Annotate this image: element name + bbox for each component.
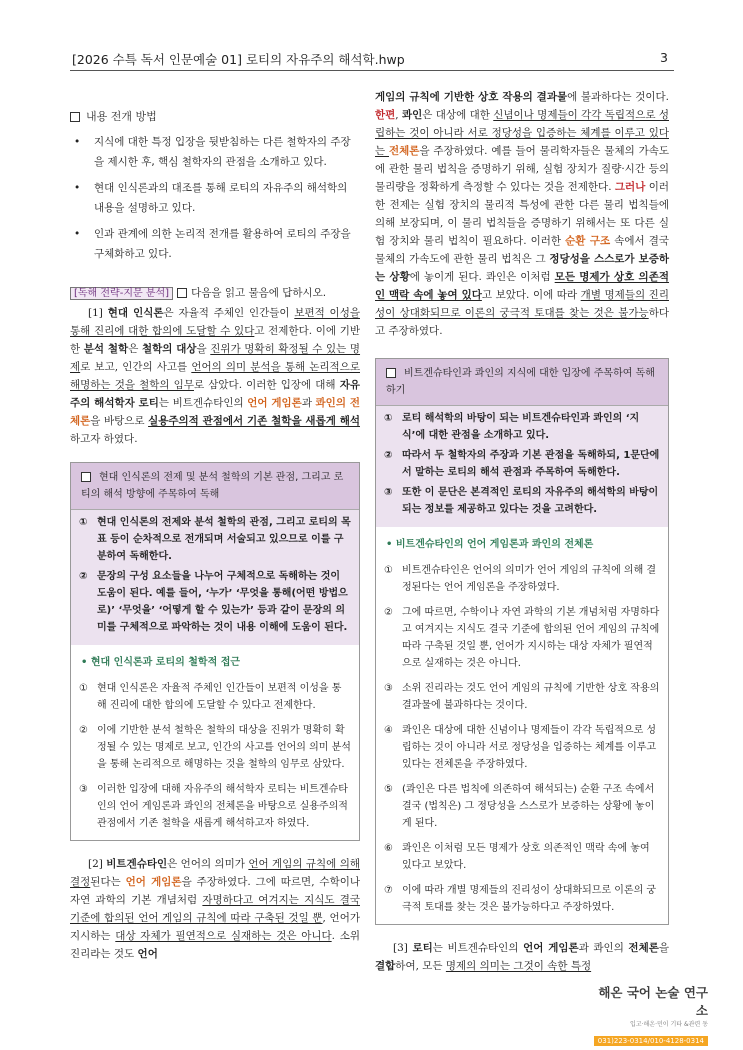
left-column: [70, 80, 360, 963]
paragraph-2-continued: 게임의 규칙에 기반한 상호 작용의 결과물에 불과하다는 것이다. 한편, 콰인은 대상에 대한 신념이나 명제들이 각각 독립적으로 성립하는 것이 아니라 서로 정당성을 입증하는 체계를 이루고 있다는 전체론을 주장하였다. 예를 들어 물리학자들은 물체의 가속도에 관한 물리 법칙을 증명하기 위해, 실험 장치가 질량·시간 등의 물리량을 정확하게 측정할 수 있다는 것을 전제한다. 그러나 이러한 전제는 실험 장치의 물리적 특성에 관한 다른 물리 법칙들에 의해 보장되며, 이 물리 법칙들을 증명하기 위해서는 또 다른 실험 장치와 물리 법칙이 필요하다. 이러한 순환 구조 속에서 결국 물체의 가속도에 관한 물리 법칙은 그 정당성을 스스로가 보증하는 상황에 놓이게 된다. 콰인은 이처럼 모든 명제가 상호 의존적인 맥락 속에 놓여 있다고 보았다. 이에 따라 개별 명제들의 진리성이 상대화되므로 이론의 궁극적 토대를 찾는 것은 불가능하다고 주장하였다.: [375, 91, 670, 337]
page-number: 3: [660, 50, 668, 65]
panel-items: [71, 680, 359, 840]
list-item: ① 현대 인식론은 자율적 주체인 인간들이 보편적 이성을 통해 진리에 대한 합의에 도달할 수 있다고 전제한다.: [79, 683, 342, 711]
panel-subheading: • 비트겐슈타인의 언어 게임론과 콰인의 전체론: [376, 527, 668, 554]
list-item: ③ 소위 진리라는 것도 언어 게임의 규칙에 기반한 상호 작용의 결과물에 불과하다는 것이다.: [384, 683, 660, 711]
list-item: ① 비트겐슈타인은 언어의 의미가 언어 게임의 규칙에 의해 결정된다는 언어 게임론을 주장하였다.: [384, 565, 657, 593]
step-item: ① 로티 해석학의 바탕이 되는 비트겐슈타인과 콰인의 ‘지식’에 대한 관점을 소개하고 있다.: [384, 413, 640, 441]
list-item: ⑥ 콰인은 이처럼 모든 명제가 상호 의존적인 맥락 속에 놓여 있다고 보았다.: [384, 843, 650, 871]
step-item: ① 현대 인식론의 전제와 분석 철학의 관점, 그리고 로티의 목표 등이 순차적으로 전개되며 서술되고 있으므로 이를 구분하여 독해한다.: [79, 517, 351, 562]
paragraph-3: [3] 로티는 비트겐슈타인의 언어 게임론과 콰인의 전체론을 결합하여, 모든 명제의 의미는 그것이 속한 특정: [375, 942, 670, 972]
panel-subheading: • 현대 인식론과 로티의 철학적 접근: [71, 645, 359, 672]
document-title: [2026 수특 독서 인문예술 01] 로티의 자유주의 해석학.hwp: [72, 52, 405, 67]
publisher-subtext: 입고·해온·민이 기타 &관련 동: [630, 1021, 708, 1028]
outline-bullet: • 인과 관계에 의한 논리적 전개를 활용하여 로티의 주장을 구체화하고 있다.: [70, 224, 360, 264]
panel-items: [376, 562, 668, 924]
outline-bullet: • 지식에 대한 특정 입장을 뒷받침하는 다른 철학자의 주장을 제시한 후, 핵심 철학자의 관점을 소개하고 있다.: [70, 132, 360, 172]
publisher-logo: 해온 국어 논술 연구소: [598, 985, 708, 1018]
checkbox-icon: [70, 112, 80, 122]
panel-heading: 현대 인식론의 전제 및 분석 철학의 기본 관점, 그리고 로티의 해석 방향에 주목하여 독해: [71, 463, 359, 510]
list-item: ③ 이러한 입장에 대해 자유주의 해석학자 로티는 비트겐슈타인의 언어 게임론과 콰인의 전체론을 바탕으로 실용주의적 관점에서 기존 철학을 새롭게 해석하고자 하였다.: [79, 784, 348, 829]
analysis-panel-2: [375, 358, 669, 925]
list-item: ② 이에 기반한 분석 철학은 철학의 대상을 진위가 명확히 확정될 수 있는 명제로 보고, 인간의 사고를 언어의 의미 분석을 통해 논리적으로 해명하는 것을 철학의 임무로 삼았다.: [79, 725, 351, 770]
checkbox-icon: [177, 288, 187, 298]
page-header: [70, 50, 674, 71]
strategy-tag: [독해 전략-지문 분석]: [70, 287, 173, 300]
step-item: ② 문장의 구성 요소들을 나누어 구체적으로 독해하는 것이 도움이 된다. 예를 들어, ‘누가’ ‘무엇을 통해(어떤 방법으로)’ ‘무엇을’ ‘어떻게 할 수 있는가’ 등과 같이 문장의 의미를 구체적으로 파악하는 것이 내용 이해에 도움이 된다.: [79, 571, 348, 633]
outline-bullet: • 현대 인식론과의 대조를 통해 로티의 자유주의 해석학의 내용을 설명하고 있다.: [70, 178, 360, 218]
outline-list: [70, 132, 360, 264]
list-item: ⑤ (콰인은 다른 법칙에 의존하여 해석되는) 순환 구조 속에서 결국 (법칙은) 그 정당성을 스스로가 보증하는 상황에 놓이게 된다.: [384, 784, 655, 829]
strategy-instruction: 다음을 읽고 물음에 답하시오.: [191, 287, 327, 299]
panel-steps: [376, 406, 668, 527]
step-item: ③ 또한 이 문단은 본격적인 로티의 자유주의 해석학의 바탕이 되는 정보를 제공하고 있다는 것을 고려한다.: [384, 487, 659, 515]
step-item: ② 따라서 두 철학자의 주장과 기본 관점을 독해하되, 1문단에서 말하는 로티의 해석 관점과 주목하여 독해한다.: [384, 450, 660, 478]
publisher-footer: [593, 983, 708, 1047]
analysis-panel-1: [70, 462, 360, 841]
list-item: ⑦ 이에 따라 개별 명제들의 진리성이 상대화되므로 이론의 궁극적 토대를 찾는 것은 불가능하다고 주장하였다.: [384, 885, 657, 913]
checkbox-icon: [386, 368, 396, 378]
right-column: [375, 84, 669, 975]
paragraph-1: [1] 현대 인식론은 자율적 주체인 인간들이 보편적 이성을 통해 진리에 대한 합의에 도달할 수 있다고 전제한다. 이에 기반한 분석 철학은 철학의 대상을 진위가 명확히 확정될 수 있는 명제로 보고, 인간의 사고를 언어의 의미 분석을 통해 논리적으로 해명하는 것을 철학의 임무로 삼았다. 이러한 입장에 대해 자유주의 해석학자 로티는 비트겐슈타인의 언어 게임론과 콰인의 전체론을 바탕으로 실용주의적 관점에서 기존 철학을 새롭게 해석하고자 하였다.: [70, 307, 361, 445]
outline-heading: 내용 전개 방법: [70, 108, 360, 124]
checkbox-icon: [81, 472, 91, 482]
paragraph-2: [2] 비트겐슈타인은 언어의 의미가 언어 게임의 규칙에 의해 결정된다는 언어 게임론을 주장하였다. 그에 따르면, 수학이나 자연 과학의 기본 개념처럼 자명하다고 여겨지는 지식도 결국 기준에 합의된 언어 게임의 규칙에 따라 구축된 것일 뿐, 언어가 지시하는 대상 자체가 필연적으로 실재하는 것은 아니다. 소위 진리라는 것도 언어: [70, 858, 360, 960]
phone-badge: 031)223-0314/010-4128-0314: [594, 1036, 708, 1046]
list-item: ④ 콰인은 대상에 대한 신념이나 명제들이 각각 독립적으로 성립하는 것이 아니라 서로 정당성을 입증하는 체계를 이루고 있다는 전체론을 주장하였다.: [384, 725, 657, 770]
strategy-line: [70, 284, 360, 300]
list-item: ② 그에 따르면, 수학이나 자연 과학의 기본 개념처럼 자명하다고 여겨지는 지식도 결국 기준에 합의된 언어 게임의 규칙에 따라 구축된 것일 뿐, 언어가 지시하는 대상 자체가 필연적으로 실재하는 것은 아니다.: [384, 607, 660, 669]
panel-heading: 비트겐슈타인과 콰인의 지식에 대한 입장에 주목하여 독해하기: [376, 359, 668, 406]
panel-steps: [71, 510, 359, 645]
